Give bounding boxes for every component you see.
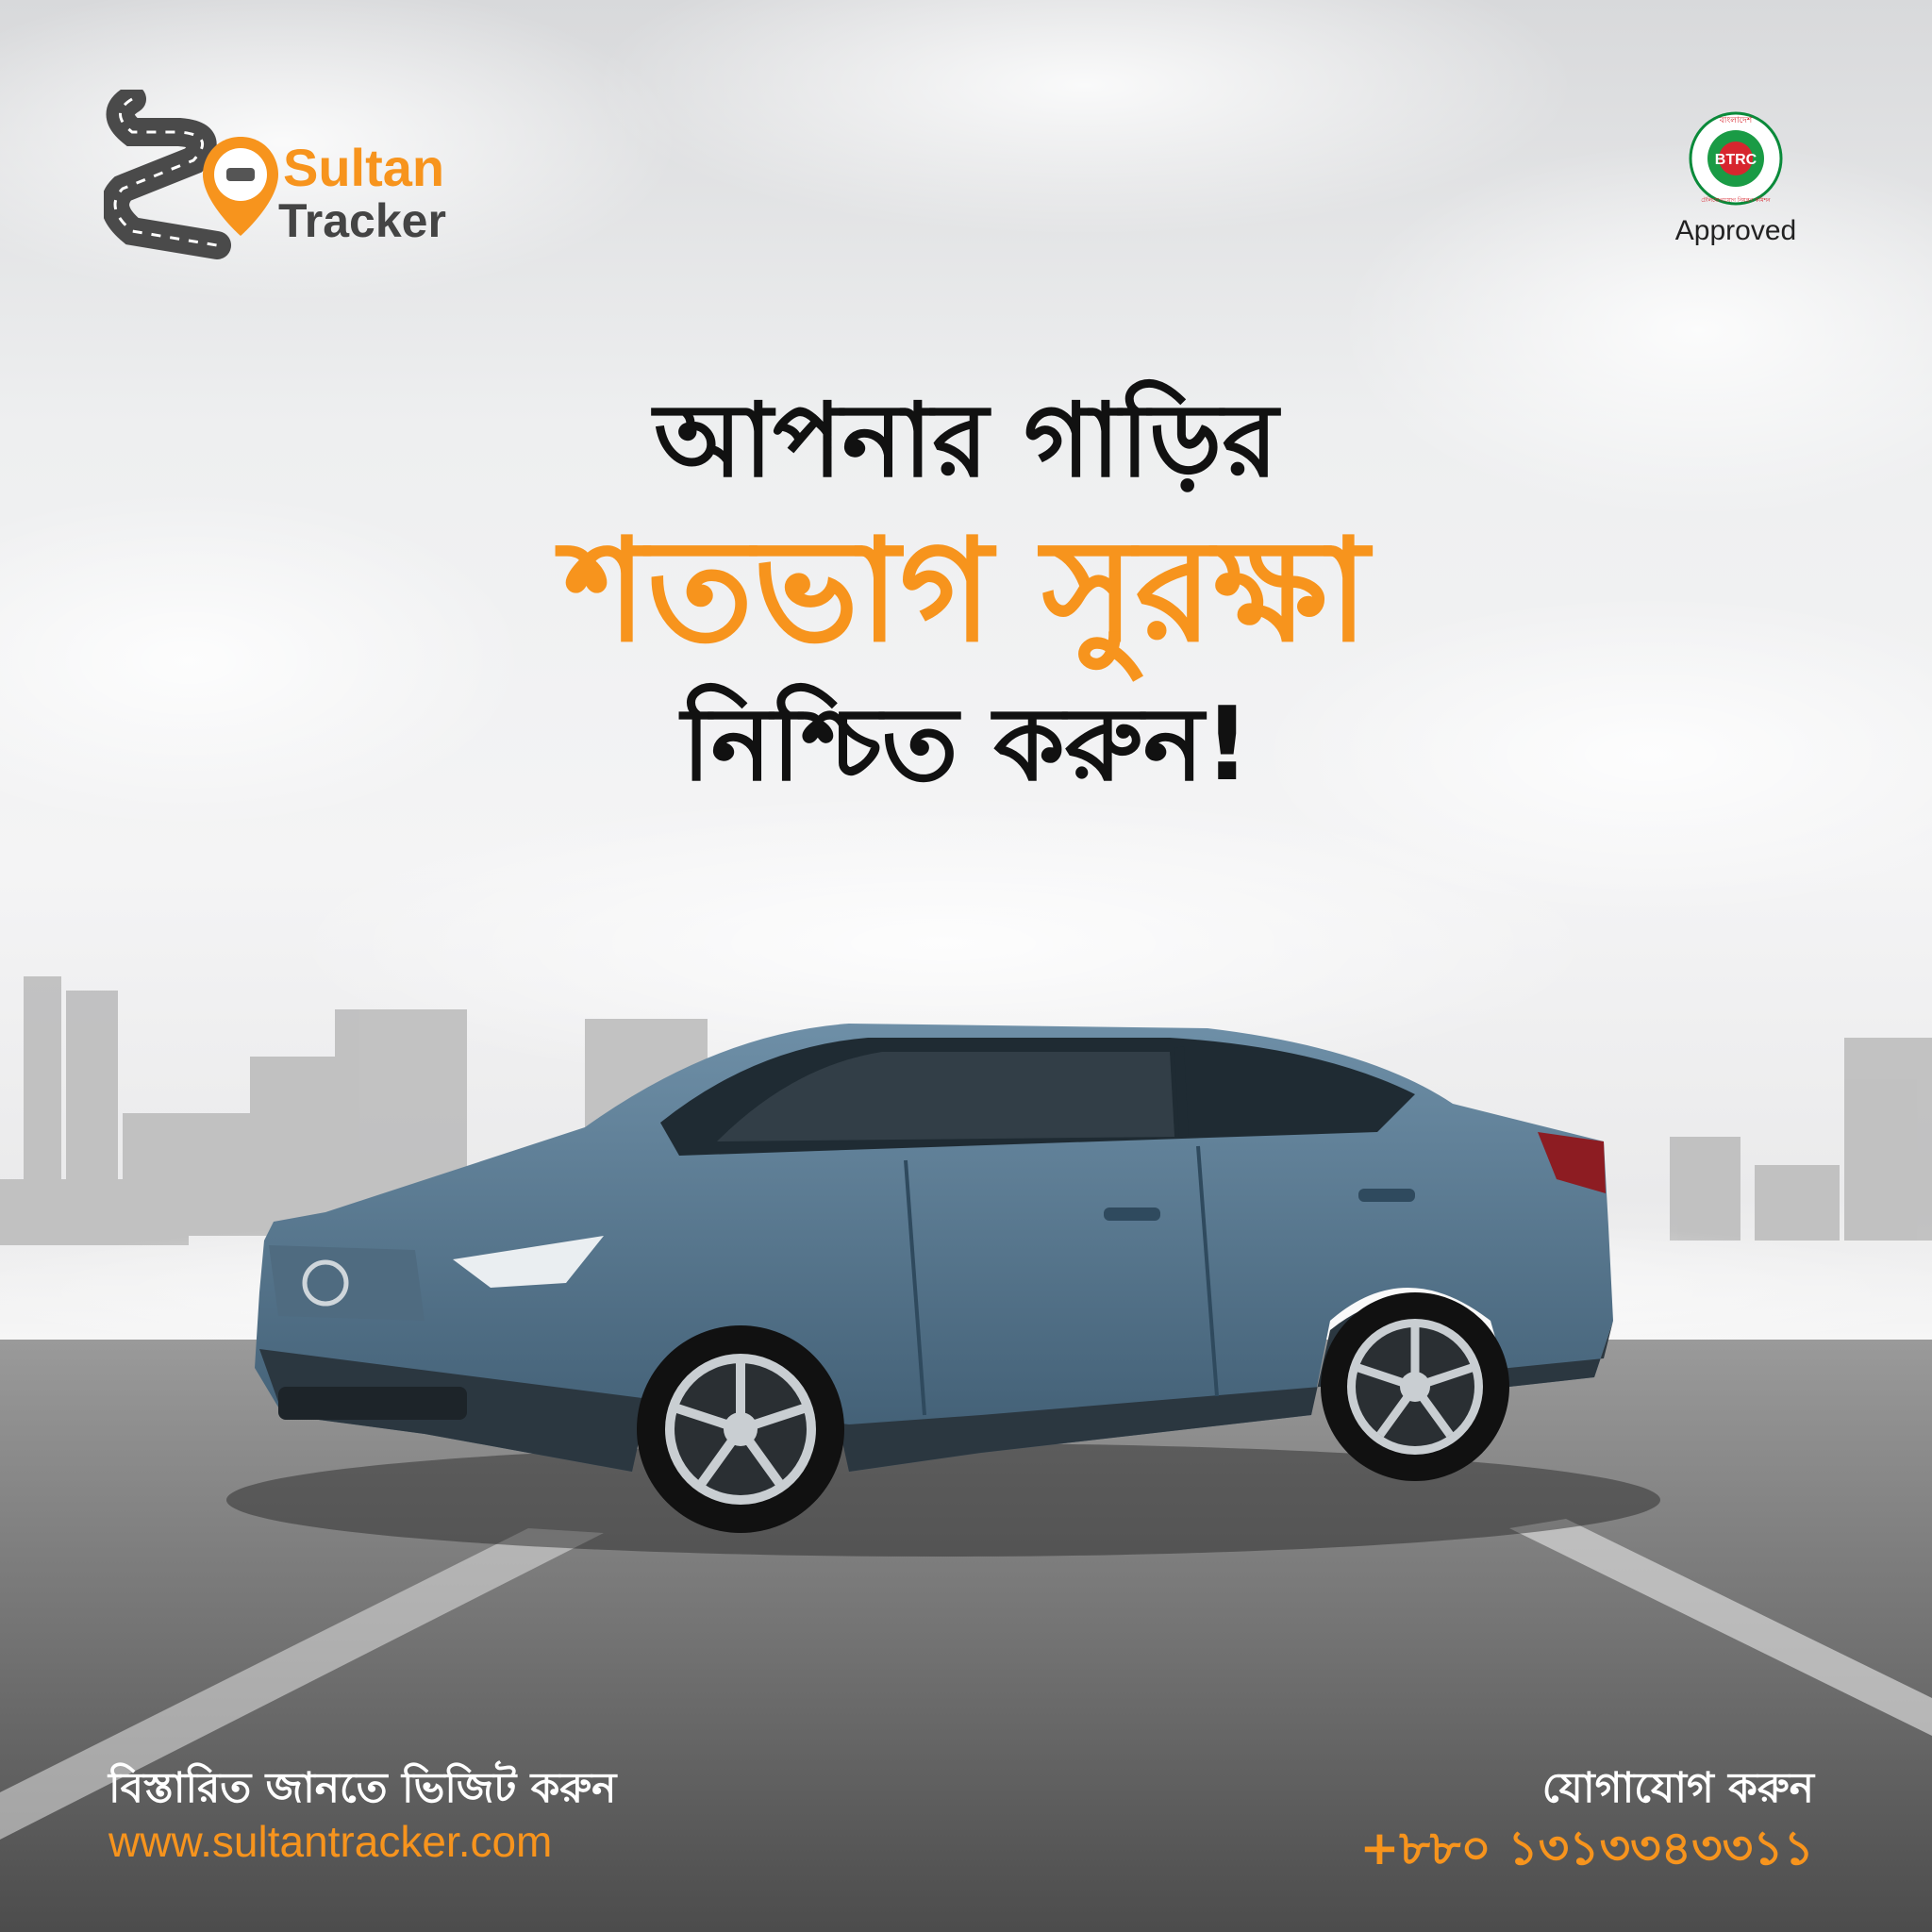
headline-line2: শতভাগ সুরক্ষা bbox=[563, 509, 1369, 674]
car-icon bbox=[226, 168, 255, 181]
seal-top-text: বাংলাদেশ bbox=[1719, 116, 1753, 125]
phone-number[interactable]: +৮৮০ ১৩১৩৩৪৩৩১১ bbox=[1359, 1821, 1814, 1875]
contact-label: যোগাযোগ করুন bbox=[1541, 1764, 1814, 1812]
brand-name-line2: Tracker bbox=[278, 194, 446, 247]
brand-logo[interactable] bbox=[104, 90, 500, 259]
rear-wheel bbox=[1321, 1292, 1509, 1481]
front-wheel bbox=[637, 1325, 844, 1533]
seal-ring-text: টেলিযোগাযোগ নিয়ন্ত্রণ কমিশন bbox=[1701, 197, 1771, 204]
website-link[interactable]: www.sultantracker.com bbox=[108, 1817, 553, 1866]
badge-label: Approved bbox=[1674, 215, 1797, 246]
headline-line3: নিশ্চিত করুন! bbox=[681, 686, 1251, 804]
btrc-approved-badge bbox=[1651, 104, 1821, 255]
visit-label: বিস্তারিত জানতে ভিজিট করুন bbox=[108, 1764, 617, 1812]
seal-abbr: BTRC bbox=[1714, 152, 1757, 168]
headline-line1: আপনার গাড়ির bbox=[654, 382, 1278, 500]
headline bbox=[0, 377, 1932, 811]
brand-name-line1: Sultan bbox=[283, 138, 445, 197]
location-pin-icon bbox=[198, 132, 283, 245]
btrc-seal-icon bbox=[1651, 104, 1821, 208]
